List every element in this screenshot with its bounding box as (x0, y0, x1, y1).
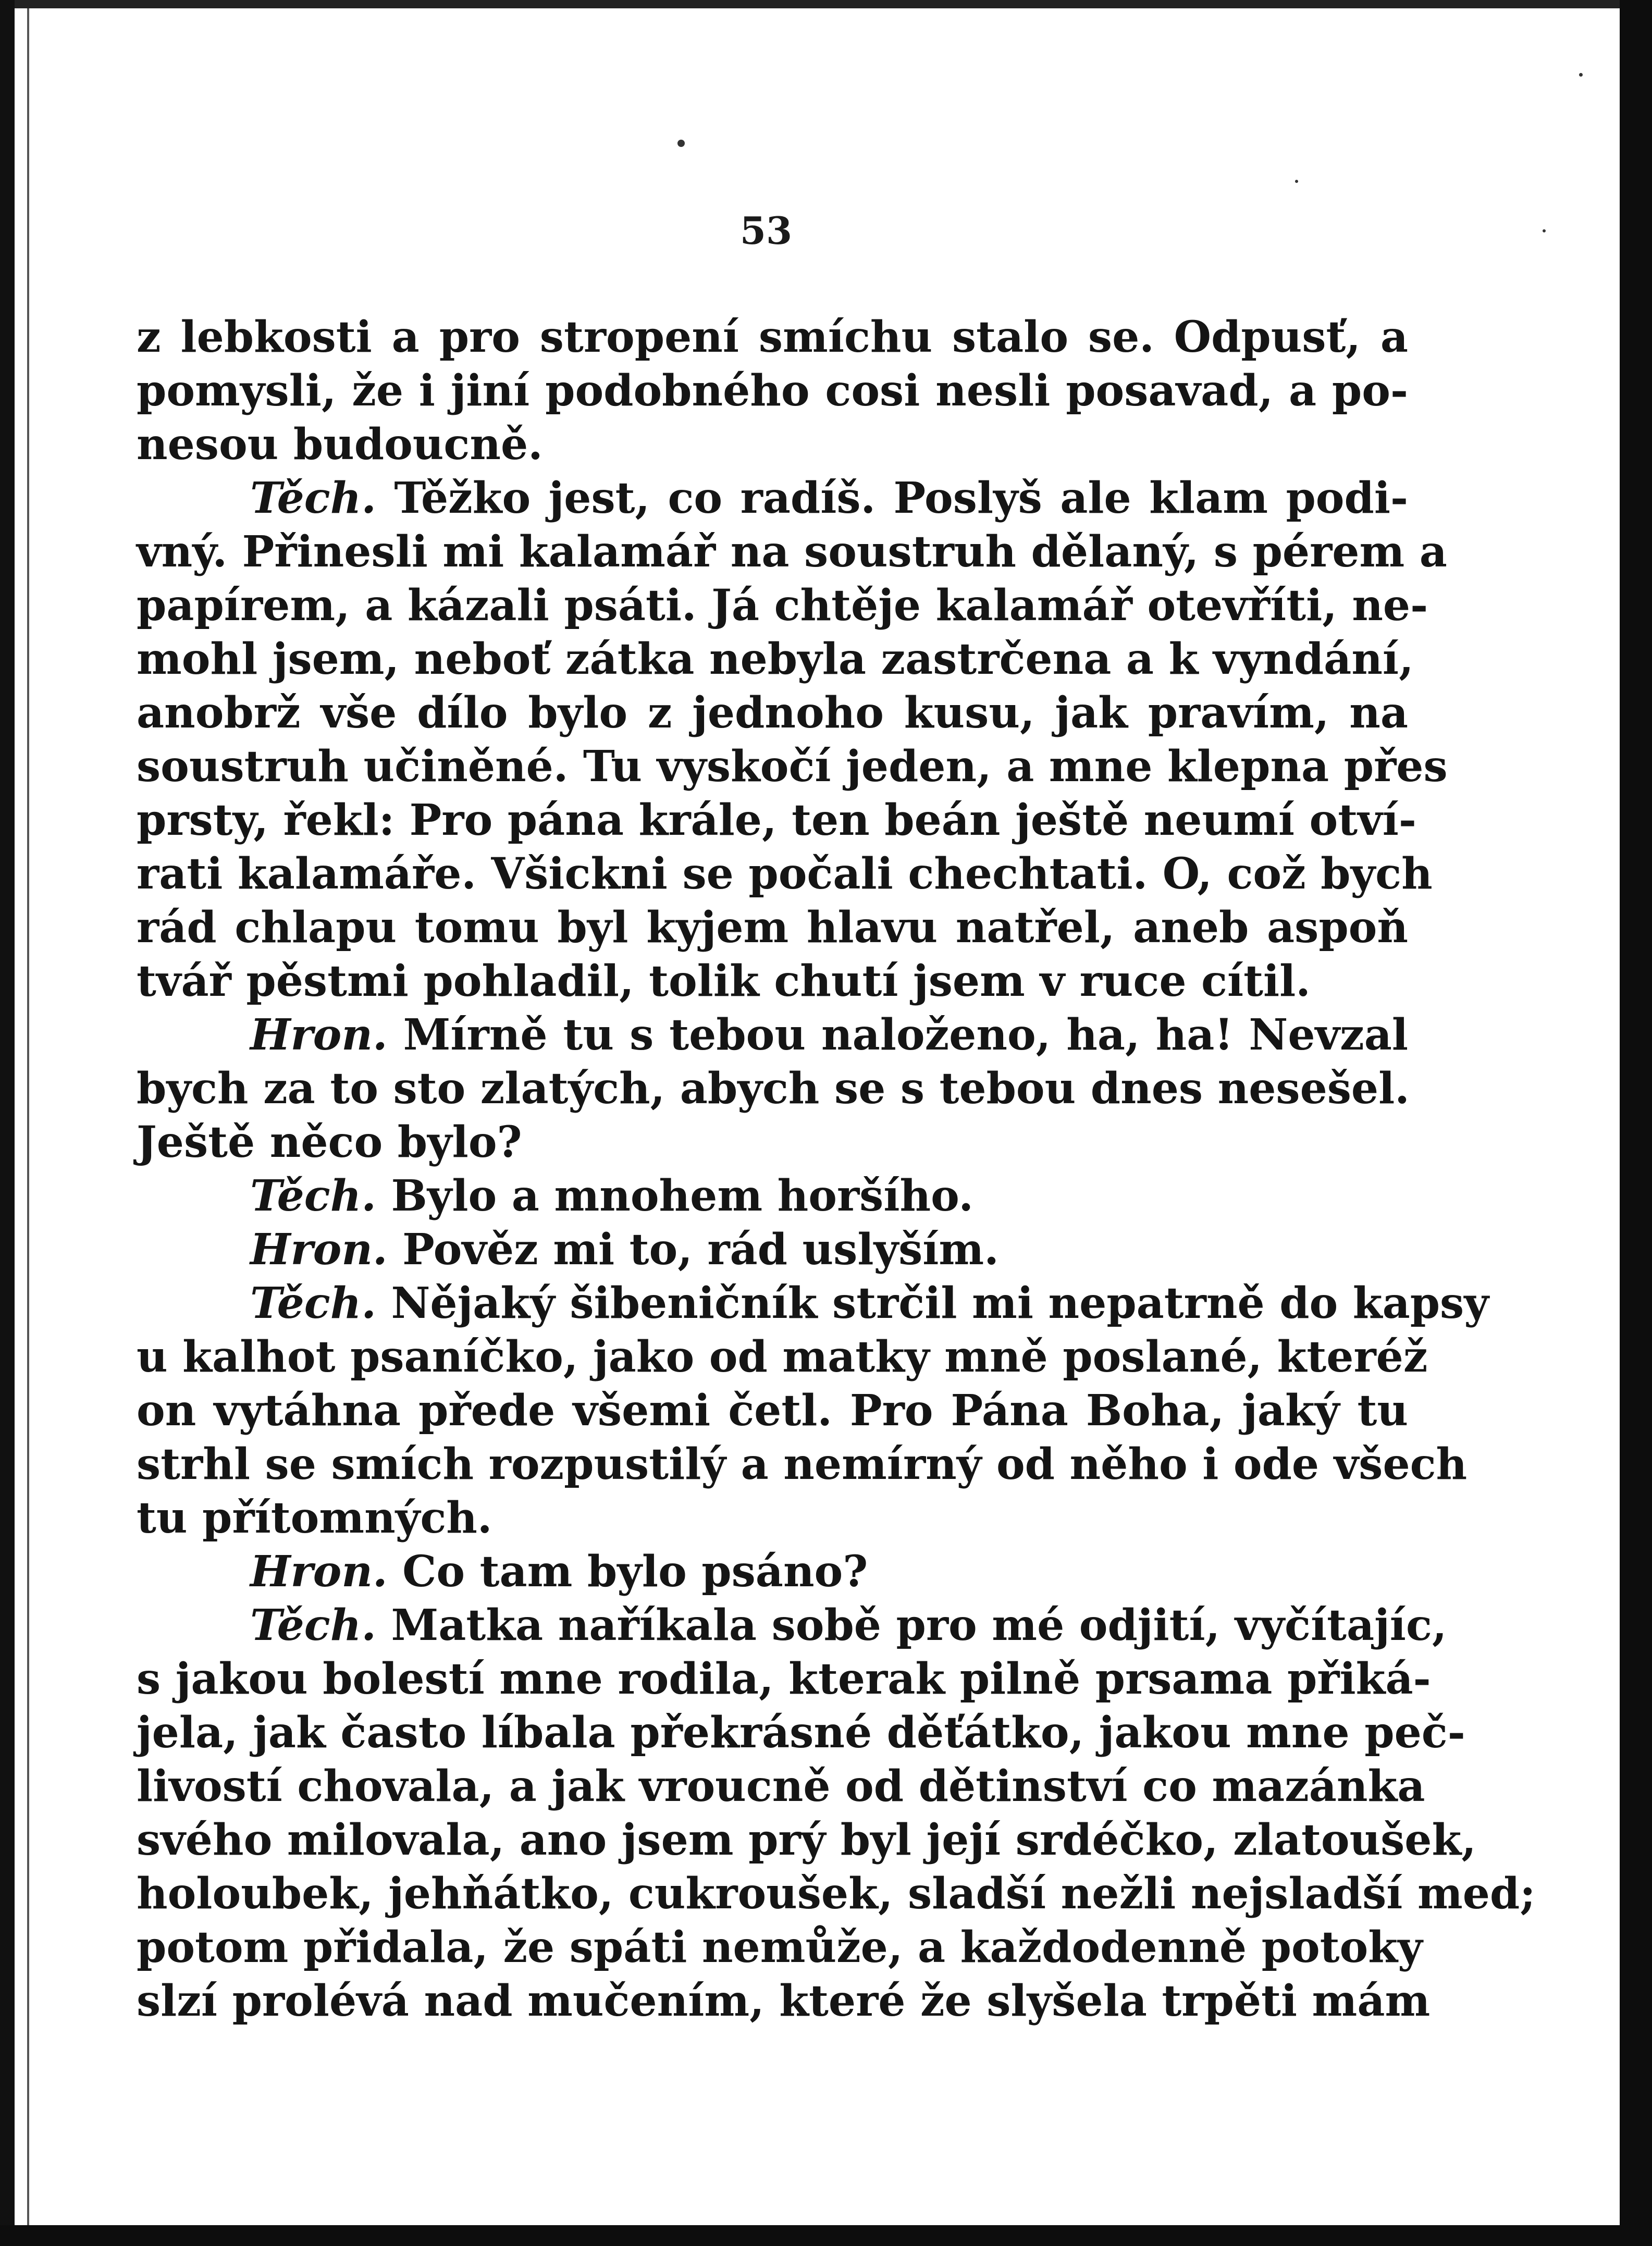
scan-border-left (0, 0, 15, 2246)
speaker-label: Těch. (250, 1278, 376, 1328)
line-text: potom přidala, že spáti nemůže, a každodenně potoky (137, 1922, 1423, 1972)
speaker-label: Těch. (250, 1171, 376, 1221)
line-text: rati kalamáře. Všickni se počali chechtati. O, což bych (137, 849, 1433, 899)
text-line (137, 1438, 1468, 1491)
line-text: anobrž vše dílo bylo z jednoho kusu, jak pravím, na (137, 688, 1408, 738)
text-line (137, 1760, 1425, 1813)
line-text: holoubek, jehňátko, cukroušek, sladší nežli nejsladší med; (137, 1869, 1536, 1919)
text-line (137, 525, 1447, 579)
page-text (137, 311, 1536, 2028)
line-text: prsty, řekl: Pro pána krále, ten beán ještě neumí otví- (137, 795, 1416, 845)
page-edge-shadow (27, 8, 29, 2225)
text-line (137, 418, 1408, 472)
line-text: Matka naříkala sobě pro mé odjití, vyčítajíc, (391, 1600, 1447, 1650)
dust-speck (1579, 73, 1583, 77)
line-text: u kalhot psaníčko, jako od matky mně poslané, kteréž (137, 1332, 1428, 1382)
line-text: vný. Přinesli mi kalamář na soustruh dělaný, s pérem a (137, 527, 1447, 577)
line-text: s jakou bolestí mne rodila, kterak pilně prsama přiká- (137, 1654, 1431, 1704)
line-text: rád chlapu tomu byl kyjem hlavu natřel, aneb aspoň (137, 903, 1408, 953)
text-line (137, 794, 1416, 847)
text-line (137, 1867, 1536, 1921)
text-line (137, 1277, 1489, 1330)
line-text: strhl se smích rozpustilý a nemírný od něho i ode všech (137, 1439, 1468, 1489)
speaker-label: Těch. (250, 473, 376, 523)
speaker-label: Hron. (250, 1225, 388, 1275)
text-line (137, 1384, 1408, 1438)
line-text: Ještě něco bylo? (137, 1117, 522, 1167)
speaker-label: Těch. (250, 1600, 376, 1650)
text-line (137, 1008, 1408, 1062)
page-number: 53 (739, 208, 793, 253)
text-line (137, 955, 1408, 1008)
dust-speck (1543, 229, 1546, 232)
speaker-label: Hron. (250, 1010, 388, 1060)
line-text: Bylo a mnohem horšího. (391, 1171, 973, 1221)
line-text: jela, jak často líbala překrásné děťátko, jakou mne peč- (137, 1708, 1465, 1758)
line-text: soustruh učiněné. Tu vyskočí jeden, a mne klepna přes (137, 742, 1448, 792)
line-text: Pověz mi to, rád uslyším. (402, 1225, 999, 1275)
text-line (137, 1974, 1431, 2028)
text-line (137, 847, 1433, 901)
dust-speck (1295, 180, 1298, 183)
line-text: Co tam bylo psáno? (402, 1547, 868, 1597)
line-text: livostí chovala, a jak vroucně od dětinství co mazánka (137, 1761, 1425, 1811)
text-line (137, 633, 1414, 686)
text-line (137, 364, 1408, 418)
text-line (137, 1545, 1408, 1599)
text-line (137, 1921, 1423, 1974)
dust-speck (677, 140, 685, 147)
scan-border-bottom (0, 2225, 1652, 2246)
line-text: slzí prolévá nad mučením, které že slyšela trpěti mám (137, 1976, 1431, 2026)
text-line (137, 1652, 1431, 1706)
text-line (137, 1062, 1408, 1116)
text-line (137, 1330, 1428, 1384)
line-text: nesou budoucně. (137, 419, 543, 470)
text-line (137, 901, 1408, 955)
line-text: on vytáhna přede všemi četl. Pro Pána Boha, jaký tu (137, 1386, 1408, 1436)
line-text: tvář pěstmi pohladil, tolik chutí jsem v ruce cítil. (137, 956, 1311, 1006)
scan-border-top (0, 0, 1652, 8)
line-text: tu přítomných. (137, 1493, 492, 1543)
line-text: Mírně tu s tebou naloženo, ha, ha! Nevzal (403, 1010, 1408, 1060)
text-line (137, 1599, 1447, 1652)
line-text: Nějaký šibeničník strčil mi nepatrně do kapsy (391, 1278, 1489, 1328)
text-line (137, 1706, 1465, 1760)
line-text: papírem, a kázali psáti. Já chtěje kalamář otevříti, ne- (137, 581, 1428, 631)
text-line (137, 740, 1448, 794)
speaker-label: Hron. (250, 1547, 388, 1597)
line-text: z lebkosti a pro stropení smíchu stalo se. Odpusť, a (137, 312, 1408, 362)
text-line (137, 686, 1408, 740)
text-line (137, 1491, 1408, 1545)
text-line (137, 1813, 1476, 1867)
line-text: Těžko jest, co radíš. Poslyš ale klam podi- (394, 473, 1408, 523)
scan-border-right (1620, 0, 1652, 2246)
text-line (137, 311, 1408, 364)
line-text: pomysli, že i jiní podobného cosi nesli posavad, a po- (137, 366, 1408, 416)
line-text: bych za to sto zlatých, abych se s tebou dnes nesešel. (137, 1064, 1410, 1114)
line-text: svého milovala, ano jsem prý byl její srdéčko, zlatoušek, (137, 1815, 1476, 1865)
text-line (137, 579, 1428, 633)
line-text: mohl jsem, neboť zátka nebyla zastrčena a k vyndání, (137, 634, 1414, 684)
text-line (137, 1169, 1408, 1223)
text-line (137, 1116, 1408, 1169)
text-line (137, 1223, 1408, 1277)
text-line (137, 472, 1408, 525)
